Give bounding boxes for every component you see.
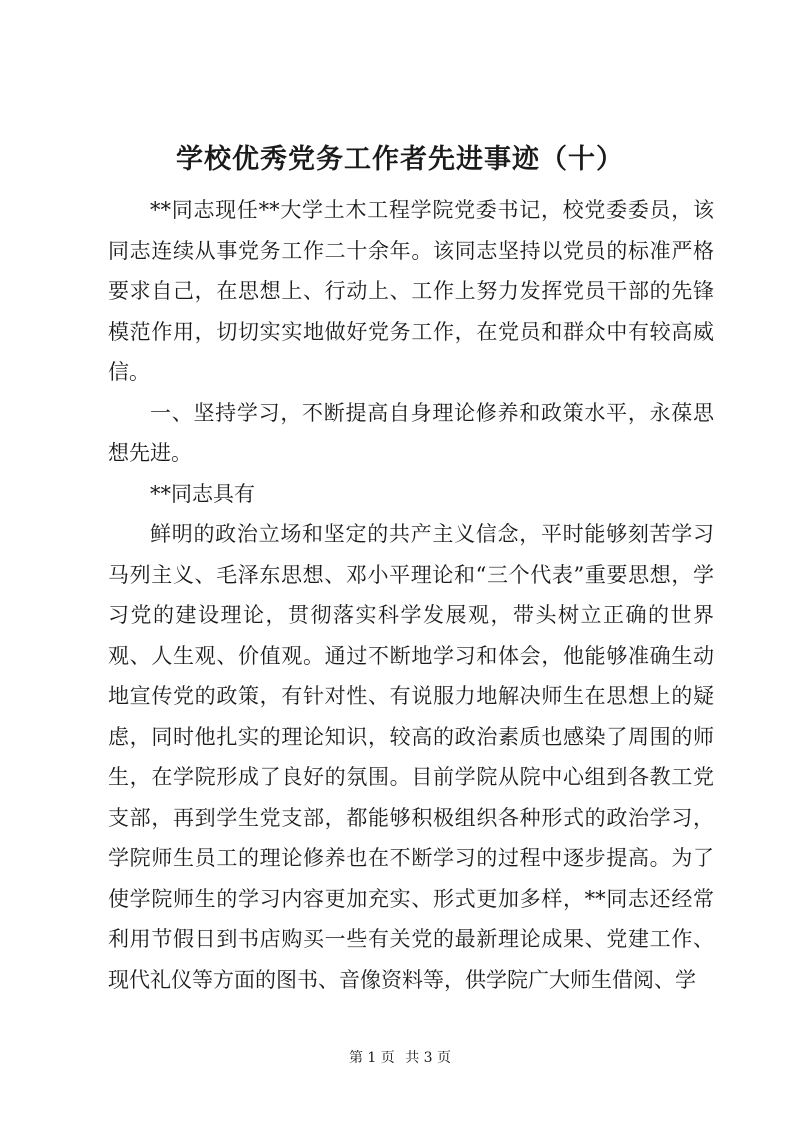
paragraph-section-heading: 一、坚持学习，不断提高自身理论修养和政策水平，永葆思想先进。	[108, 400, 714, 465]
page-number: 第 1 页	[348, 1050, 395, 1066]
page-total: 共 3 页	[405, 1050, 452, 1066]
document-body	[108, 190, 714, 1000]
document-title: 学校优秀党务工作者先进事迹（十）	[176, 144, 624, 175]
paragraph-main: 鲜明的政治立场和坚定的共产主义信念，平时能够刻苦学习马列主义、毛泽东思想、邓小平理论和“三个代表”重要思想，学习党的建设理论，贯彻落实科学发展观，带头树立正确的世界观、人生观、价值观。通过不断地学习和体会，他能够准确生动地宣传党的政策，有针对性、有说服力地解决师生在思想上的疑虑，同时他扎实的理论知识，较高的政治素质也感染了周围的师生，在学院形成了良好的氛围。目前学院从院中心组到各教工党支部，再到学生党支部，都能够积极组织各种形式的政治学习，学院师生员工的理论修养也在不断学习的过程中逐步提高。为了使学院师生的学习内容更加充实、形式更加多样，**同志还经常利用节假日到书店购买一些有关党的最新理论成果、党建工作、现代礼仪等方面的图书、音像资料等，供学院广大师生借阅、学	[108, 522, 714, 992]
paragraph-short-lead: **同志具有	[150, 481, 255, 506]
page-footer	[0, 1048, 800, 1068]
paragraph-intro: **同志现任**大学土木工程学院党委书记，校党委委员，该同志连续从事党务工作二十余年。该同志坚持以党员的标准严格要求自己，在思想上、行动上、工作上努力发挥党员干部的先锋模范作用，切切实实地做好党务工作，在党员和群众中有较高威信。	[108, 198, 714, 384]
